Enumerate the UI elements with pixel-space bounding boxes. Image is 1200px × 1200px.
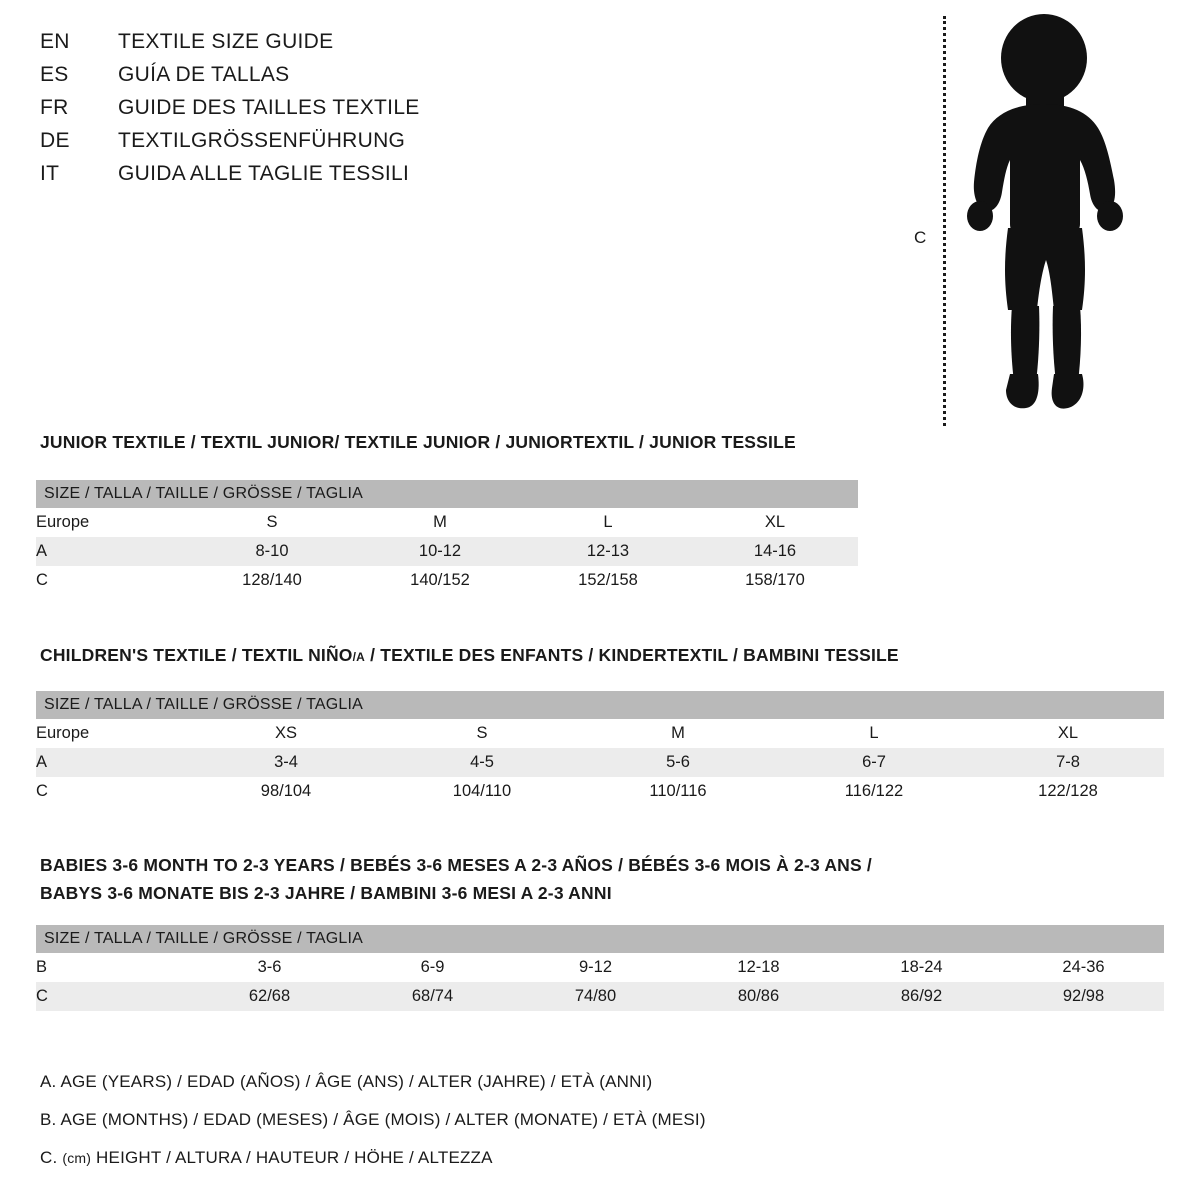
language-row-fr — [40, 96, 660, 129]
legend-line-c — [40, 1148, 493, 1168]
children-height-xs: 98/104 — [260, 782, 312, 800]
language-title-en: TEXTILE SIZE GUIDE — [118, 30, 334, 53]
language-title-de: TEXTILGRÖSSENFÜHRUNG — [118, 129, 406, 152]
junior-europe-s: S — [266, 513, 278, 531]
junior-europe-m: M — [433, 513, 447, 531]
section-title-junior: JUNIOR TEXTILE / TEXTIL JUNIOR/ TEXTILE JUNIOR / JUNIORTEXTIL / JUNIOR TESSILE — [40, 432, 796, 452]
table-header-row — [36, 925, 1164, 953]
children-row-label-a: A — [36, 753, 48, 771]
language-row-it — [40, 162, 660, 195]
table-row — [36, 719, 1164, 748]
junior-row-label-c: C — [36, 571, 48, 589]
junior-row-label-europe: Europe — [36, 513, 90, 531]
junior-height-l: 152/158 — [578, 571, 638, 589]
children-row-label-c: C — [36, 782, 48, 800]
children-europe-m: M — [671, 724, 685, 742]
babies-height-24-36: 92/98 — [1062, 987, 1105, 1005]
babies-months-12-18: 12-18 — [737, 958, 780, 976]
section-title-children-post: / TEXTILE DES ENFANTS / KINDERTEXTIL / BAMBINI TESSILE — [365, 645, 899, 665]
table-row — [36, 566, 858, 595]
language-row-en — [40, 30, 660, 63]
language-title-it: GUIDA ALLE TAGLIE TESSILI — [118, 162, 410, 185]
language-row-es — [40, 63, 660, 96]
figure-area — [900, 10, 1150, 430]
junior-age-xl: 14-16 — [753, 542, 797, 560]
junior-age-s: 8-10 — [255, 542, 289, 560]
junior-table-header-label: SIZE / TALLA / TAILLE / GRÖSSE / TAGLIA — [36, 480, 858, 508]
babies-height-12-18: 80/86 — [737, 987, 780, 1005]
section-title-children-pre: CHILDREN'S TEXTILE / TEXTIL NIÑO — [40, 645, 353, 665]
babies-height-3-6: 62/68 — [248, 987, 291, 1005]
junior-height-xl: 158/170 — [745, 571, 805, 589]
section-title-children — [40, 645, 899, 666]
legend-line-c-unit: (cm) — [62, 1150, 92, 1166]
junior-age-m: 10-12 — [418, 542, 462, 560]
language-code-es: ES — [40, 63, 69, 86]
babies-size-table — [36, 925, 1164, 1011]
children-row-label-europe: Europe — [36, 724, 90, 742]
babies-months-6-9: 6-9 — [420, 958, 445, 976]
children-table-header-label: SIZE / TALLA / TAILLE / GRÖSSE / TAGLIA — [36, 691, 1164, 719]
children-europe-s: S — [476, 724, 488, 742]
legend-line-c-post: HEIGHT / ALTURA / HAUTEUR / HÖHE / ALTEZZA — [91, 1148, 493, 1167]
legend-line-a: A. AGE (YEARS) / EDAD (AÑOS) / ÂGE (ANS) / ALTER (JAHRE) / ETÀ (ANNI) — [40, 1072, 653, 1091]
junior-size-table — [36, 480, 858, 595]
children-europe-xs: XS — [274, 724, 297, 742]
junior-europe-xl: XL — [764, 513, 786, 531]
table-row — [36, 748, 1164, 777]
child-silhouette-icon — [940, 10, 1150, 430]
junior-europe-l: L — [603, 513, 613, 531]
children-age-xl: 7-8 — [1056, 753, 1080, 771]
section-title-babies-line1: BABIES 3-6 MONTH TO 2-3 YEARS / BEBÉS 3-6 MESES A 2-3 AÑOS / BÉBÉS 3-6 MOIS À 2-3 ANS / — [40, 855, 872, 875]
babies-row-label-b: B — [36, 958, 48, 976]
language-title-block — [40, 30, 660, 195]
babies-height-6-9: 68/74 — [411, 987, 454, 1005]
babies-row-label-c: C — [36, 987, 48, 1005]
babies-months-9-12: 9-12 — [578, 958, 613, 976]
legend-line-c-pre: C. — [40, 1148, 63, 1167]
table-row — [36, 953, 1164, 982]
children-height-m: 110/116 — [649, 782, 707, 800]
language-row-de — [40, 129, 660, 162]
language-code-fr: FR — [40, 96, 69, 119]
babies-months-24-36: 24-36 — [1062, 958, 1105, 976]
children-size-table — [36, 691, 1164, 806]
children-height-l: 116/122 — [844, 782, 904, 800]
children-age-s: 4-5 — [470, 753, 494, 771]
junior-row-label-a: A — [36, 542, 48, 560]
children-height-xl: 122/128 — [1038, 782, 1098, 800]
language-title-es: GUÍA DE TALLAS — [118, 63, 290, 86]
table-header-row — [36, 480, 858, 508]
language-title-fr: GUIDE DES TAILLES TEXTILE — [118, 96, 420, 119]
section-title-children-sub: /A — [352, 650, 366, 664]
babies-height-9-12: 74/80 — [574, 987, 617, 1005]
children-height-s: 104/110 — [452, 782, 512, 800]
junior-age-l: 12-13 — [586, 542, 630, 560]
children-age-xs: 3-4 — [274, 753, 298, 771]
children-age-l: 6-7 — [862, 753, 886, 771]
children-europe-l: L — [869, 724, 879, 742]
legend-line-b: B. AGE (MONTHS) / EDAD (MESES) / ÂGE (MOIS) / ALTER (MONATE) / ETÀ (MESI) — [40, 1110, 706, 1129]
table-header-row — [36, 691, 1164, 719]
babies-table-header-label: SIZE / TALLA / TAILLE / GRÖSSE / TAGLIA — [36, 925, 1164, 953]
table-row — [36, 982, 1164, 1011]
junior-height-s: 128/140 — [242, 571, 302, 589]
section-title-babies-line2: BABYS 3-6 MONATE BIS 2-3 JAHRE / BAMBINI 3-6 MESI A 2-3 ANNI — [40, 883, 612, 903]
children-age-m: 5-6 — [666, 753, 690, 771]
table-row — [36, 508, 858, 537]
children-europe-xl: XL — [1057, 724, 1079, 742]
table-row — [36, 777, 1164, 806]
height-measure-label: C — [914, 228, 927, 247]
language-code-de: DE — [40, 129, 70, 152]
junior-height-m: 140/152 — [410, 571, 470, 589]
language-code-it: IT — [40, 162, 60, 185]
language-code-en: EN — [40, 30, 70, 53]
babies-months-18-24: 18-24 — [900, 958, 943, 976]
table-row — [36, 537, 858, 566]
babies-months-3-6: 3-6 — [257, 958, 282, 976]
babies-height-18-24: 86/92 — [900, 987, 943, 1005]
